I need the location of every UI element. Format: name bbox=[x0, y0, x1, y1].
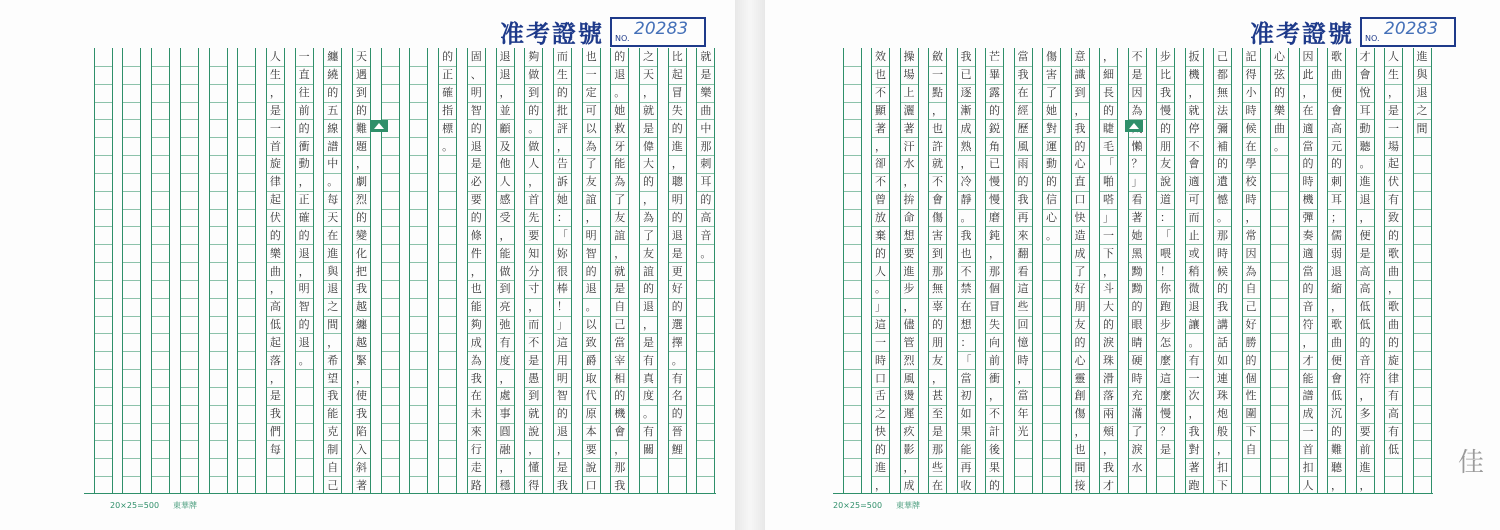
grid-center-marker-icon bbox=[1125, 120, 1143, 132]
sheet-footer-right: 20×25=500 東華牌 bbox=[833, 501, 921, 510]
sheet-footer-left: 20×25=500 東華牌 bbox=[110, 501, 198, 510]
writing-grid-right: 進 與 退 之 間 人 生 ， 是 一 場 起 伏 有 致 的 歌 曲 ， 歌 曲 的 旋 律 有 高 有 低 才 會 悅 耳 動 聽 。 進 退 ， 便 是 高 高 低 低 的 音 符 ， 多 要 前 進 ， 歌 曲 便 會 高 元 的 刺 耳 ； 儒 弱 退 縮 ， 歌 曲 便 會 低 沉 的 難 聽 ， 因 此 ， 在 適 當 的 時 機 彈 奏 適 當 的 音 符 ， 才 能 譜 成 一 首 扣 人 心 弦 的 樂 曲 。 記 得 小 時 候 在 學 校 時 ， 常 因 為 自 己 好 勝 的 個 性 圍 下 自 己 都 無 法 彌 補 的 遺 憾 。 那 時 候 的 我 講 話 如 連 珠 炮 般 ， 扣 下 扳 機 ， 就 停 不 會 適 可 而 止 或 稍 微 退 讓 。 有 一 次 ， 我 對 著 跑 步 比 我 慢 的 朋 友 說 道 ： 「 喂 ！ 你 跑 步 怎 麼 這 麼 慢 ？ 是 不 是 因 為 懶 ？ 」 看 著 她 黑 黝 黝 的 眼 睛 硬 時 充 滿 了 淚 水 ， 細 長 的 睫 毛 「 啪 嗒 」 一 下 ， 斗 大 的 淚 珠 滑 落 兩 頰 ， 我 才 意 識 到 ， 我 的 心 直 口 快 造 成 了 好 朋 友 的 心 靈 創 傷 ， 也 間 接 傷 害 了 她 對 運 動 的 信 心 。 當 我 在 經 歷 風 雨 的 我 再 來 翻 看 這 些 回 憶 時 ， 當 年 光 芒 畢 露 的 鋭 角 已 慢 慢 磨 鈍 ， 那 個 冒 失 向 前 衝 ， 不 計 後 果 的 我 已 逐 漸 成 熟 ， 冷 靜 。 我 也 不 禁 在 想 ： 「 當 初 如 果 能 再 收 斂 一 點 ， 也 許 就 不 會 傷 害 到 那 無 辜 的 朋 友 ， 甚 至 是 那 些 在 操 場 上 灑 著 汗 水 ， 拚 命 想 要 進 步 ， 儘 管 烈 風 燙 遲 疚 影 ， 成 效 也 不 顯 著 ， 卻 不 曾 放 棄 的 人 。 」 這 一 時 口 舌 之 快 的 進 ， bbox=[833, 48, 1433, 494]
grid-center-marker-icon bbox=[370, 120, 388, 132]
binding-gutter bbox=[735, 0, 765, 530]
exam-number-box: NO. 20283 bbox=[610, 17, 706, 47]
grid-column bbox=[94, 48, 113, 494]
exam-number-label: 准考證號 bbox=[1250, 19, 1354, 48]
grid-column bbox=[409, 48, 428, 494]
exam-number-handwritten: 20283 bbox=[634, 18, 689, 39]
writing-grid-left: 就 是 樂 曲 中 那 刺 耳 的 高 音 。 比 起 冒 失 的 進 ， 聰 明 的 退 是 更 好 的 選 擇 。 有 名 的 晉 鯉 之 天 ， 就 是 偉 大 的 ， 為 了 友 誼 的 退 ， 是 有 真 度 。 有 關 的 退 。 她 救 牙 能 為 了 友 誼 ， 就 是 自 己 當 宰 相 的 機 會 ， 那 我 也 一 定 可 以 為 了 友 誼 ， 明 智 的 退 。 以 致 爵 取 代 原 本 要 說 口 而 生 的 批 評 ， 告 訴 她 ： 「 妳 很 棒 ！ 」 這 用 明 智 的 退 ， 是 我 夠 做 到 的 。 做 人 ， 首 先 要 知 分 寸 ， 而 不 是 愚 到 就 說 ， 懂 得 退 退 ， 並 顧 及 他 人 感 受 ， 能 做 到 亮 弛 有 度 ， 處 事 圓 融 ， 穩 固 、 明 智 的 退 是 必 要 的 條 件 ， 也 能 夠 成 為 我 在 未 來 行 走 路 的 正 確 指 標 。 天 遇 到 的 難 題 ， 劇 烈 的 變 化 把 我 越 纏 越 緊 ， 使 我 陷 入 斜 著 纏 繞 的 五 線 譜 中 。 每 天 在 進 與 退 之 間 ， 希 望 我 能 克 制 自 己 一 直 往 前 的 衝 動 ， 正 確 的 退 ， 明 智 的 退 。 人 生 ， 是 一 首 旋 律 起 伏 的 樂 曲 ， 高 低 起 落 ， 是 我 們 每 bbox=[84, 48, 716, 494]
grid-column bbox=[151, 48, 170, 494]
essay-page-left bbox=[0, 0, 735, 530]
grid-column bbox=[381, 48, 400, 494]
exam-number-header bbox=[1250, 14, 1456, 49]
grid-column bbox=[209, 48, 228, 494]
grid-column bbox=[122, 48, 141, 494]
grader-mark: 佳 bbox=[1458, 448, 1485, 478]
grid-column bbox=[843, 48, 862, 494]
grid-column bbox=[180, 48, 199, 494]
exam-number-box: NO. 20283 bbox=[1360, 17, 1456, 47]
exam-number-handwritten: 20283 bbox=[1384, 18, 1439, 39]
grid-column bbox=[237, 48, 256, 494]
exam-number-header bbox=[500, 14, 706, 49]
exam-number-label: 准考證號 bbox=[500, 19, 604, 48]
essay-page-right bbox=[765, 0, 1500, 530]
